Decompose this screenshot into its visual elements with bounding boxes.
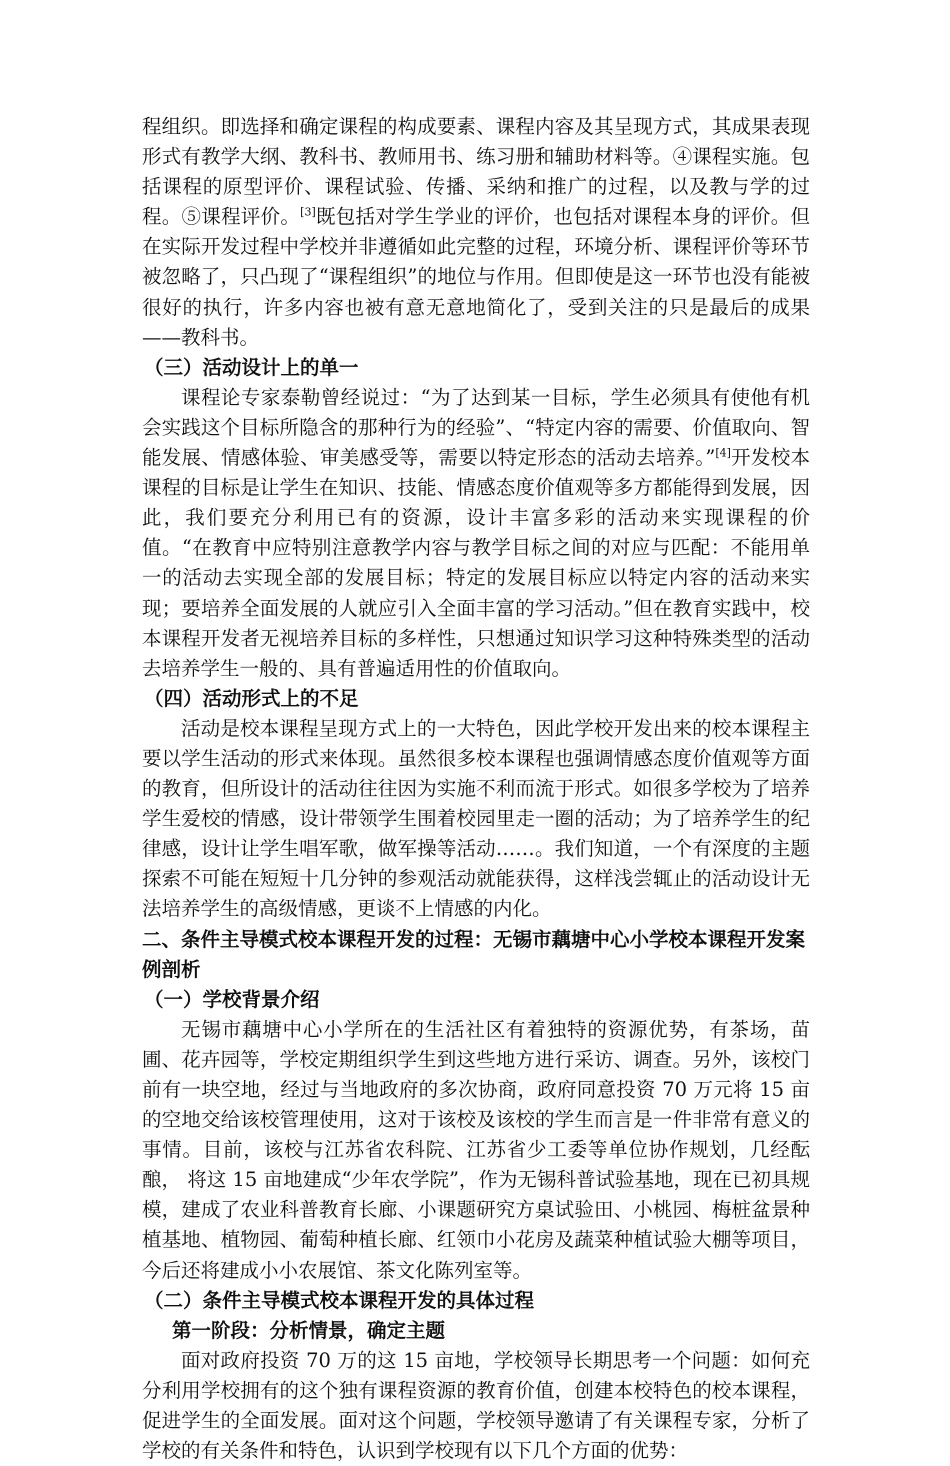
- paragraph-stage-1: 面对政府投资 70 万的这 15 亩地，学校领导长期思考一个问题：如何充分利用学校拥有的这个独有课程资源的教育价值，创建本校特色的校本课程，促进学生的全面发展。面对这个问题，学校领导邀请了有关课程专家，分析了学校的有关条件和特色，认识到学校现有以下几个方面的优势：: [142, 1348, 810, 1463]
- paragraph-curriculum-process: [142, 112, 810, 353]
- document-page: [142, 112, 810, 1466]
- paragraph-text: 既包括对学生学业的评价，也包括对课程本身的评价。但在实际开发过程中学校并非遵循如此完整的过程，环境分析、课程评价等环节被忽略了，只凸现了“课程组织”的地位与作用。但即使是这一环节也没有能被很好的执行，许多内容也被有意无意地简化了，受到关注的只是最后的成果——教科书。: [142, 205, 810, 349]
- paragraph-text: 程组织。即选择和确定课程的构成要素、课程内容及其呈现方式，其成果表现形式有教学大纲、教科书、教师用书、练习册和辅助材料等。④课程实施。包括课程的原型评价、课程试验、传播、采纳和推广的过程，以及教与学的过程。⑤课程评价。: [142, 115, 810, 229]
- paragraph-activity-form: 活动是校本课程呈现方式上的一大特色，因此学校开发出来的校本课程主要以学生活动的形式来体现。虽然很多校本课程也强调情感态度价值观等方面的教育，但所设计的活动往往因为实施不利而流于形式。如很多学校为了培养学生爱校的情感，设计带领学生围着校园里走一圈的活动；为了培养学生的纪律感，设计让学生唱军歌，做军操等活动……。我们知道，一个有深度的主题探索不可能在短短十几分钟的参观活动就能获得，这样浅尝辄止的活动设计无法培养学生的高级情感，更谈不上情感的内化。: [142, 716, 810, 921]
- subsection-heading-school-background: （一）学校背景介绍: [144, 987, 320, 1011]
- paragraph-text: 开发校本课程的目标是让学生在知识、技能、情感态度价值观等多方都能得到发展，因此，我们要充分利用已有的资源，设计丰富多彩的活动来实现课程的价值。“在教育中应特别注意教学内容与教学目标之间的对应与匹配：不能用单一的活动去实现全部的发展目标；特定的发展目标应以特定内容的活动来实现；要培养全面发展的人就应引入全面丰富的学习活动。”但在教育实践中，校本课程开发者无视培养目标的多样性，只想通过知识学习这种特殊类型的活动去培养学生一般的、具有普遍适用性的价值取向。: [142, 446, 810, 680]
- stage-heading-1: 第一阶段：分析情景，确定主题: [172, 1318, 446, 1342]
- subsection-heading-process: （二）条件主导模式校本课程开发的具体过程: [144, 1288, 535, 1312]
- citation-ref-4: [4]: [715, 446, 731, 460]
- paragraph-text: 课程论专家泰勒曾经说过：“为了达到某一目标，学生必须具有使他有机会实践这个目标所隐含的那种行为的经验”、“特定内容的需要、价值取向、智能发展、情感体验、审美感受等，需要以特定形态的活动去培养。”: [142, 385, 810, 470]
- section-heading-3: （三）活动设计上的单一: [144, 355, 359, 379]
- citation-ref-3: [3]: [300, 205, 316, 219]
- paragraph-school-background: 无锡市藕塘中心小学所在的生活社区有着独特的资源优势，有茶场，苗圃、花卉园等，学校定期组织学生到这些地方进行采访、调查。另外，该校门前有一块空地，经过与当地政府的多次协商，政府同意投资 70 万元将 15 亩的空地交给该校管理使用，这对于该校及该校的学生而言是一件非常有意义的事情。目前，该校与江苏省农科院、江苏省少工委等单位协作规划，几经酝酿， 将这 15 亩地建成“少年农学院”，作为无锡科普试验基地，现在已初具规模，建成了农业科普教育长廊、小课题研究方桌试验田、小桃园、梅桩盆景种植基地、植物园、葡萄种植长廊、红领巾小花房及蔬菜种植试验大棚等项目，今后还将建成小小农展馆、茶文化陈列室等。: [142, 1017, 810, 1282]
- paragraph-tyler: [142, 383, 810, 684]
- section-heading-4: （四）活动形式上的不足: [144, 686, 359, 710]
- chapter-heading-2: 二、条件主导模式校本课程开发的过程：无锡市藕塘中心小学校本课程开发案例剖析: [142, 927, 806, 981]
